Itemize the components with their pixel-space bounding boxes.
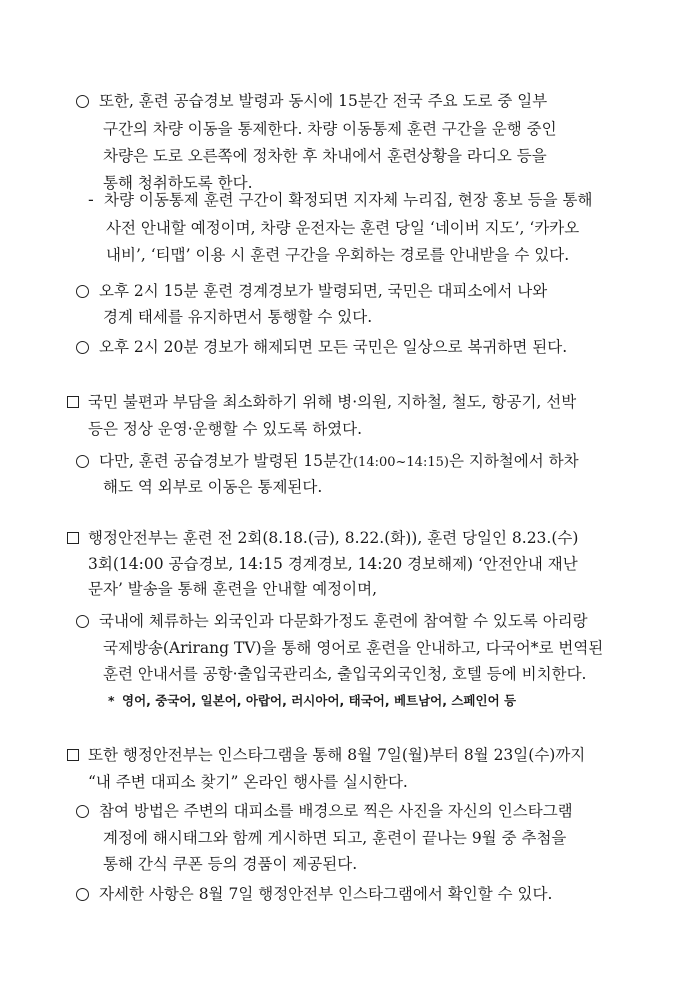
text-segment: 다만, 훈련 공습경보가 발령된 15분간 (99, 452, 353, 470)
paragraph-line: 등은 정상 운영·운행할 수 있도록 하였다. (88, 420, 363, 438)
paragraph-line: 사전 안내할 예정이며, 차량 운전자는 훈련 당일 ‘네이버 지도’, ‘카카오 (106, 219, 580, 237)
dash-bullet: - (88, 190, 94, 209)
circle-bullet-icon (76, 888, 89, 901)
paragraph-line: 국민 불편과 부담을 최소화하기 위해 병·의원, 지하철, 철도, 항공기, 선박 (88, 393, 577, 411)
paragraph-line: 3회(14:00 공습경보, 14:15 경계경보, 14:20 경보해제) ‘안전안내 재난 (88, 555, 578, 573)
paragraph-line: “내 주변 대피소 찾기” 온라인 행사를 실시한다. (88, 773, 408, 791)
paragraph-line: 국제방송(Arirang TV)을 통해 영어로 훈련을 안내하고, 다국어*로 번역된 (103, 639, 604, 657)
paragraph-line: 통해 청취하도록 한다. (103, 174, 253, 192)
paragraph-line: 또한, 훈련 공습경보 발령과 동시에 15분간 전국 주요 도로 중 일부 (99, 92, 548, 110)
paragraph-line: 차량 이동통제 훈련 구간이 확정되면 지자체 누리집, 현장 홍보 등을 통해 (104, 191, 593, 209)
paragraph-line: 차량은 도로 오른쪽에 정차한 후 차내에서 훈련상황을 라디오 등을 (103, 147, 547, 165)
circle-bullet-icon (76, 341, 89, 354)
paragraph-line: 경계 태세를 유지하면서 통행할 수 있다. (103, 308, 373, 326)
square-bullet-icon (67, 749, 79, 761)
paragraph-line: 국내에 체류하는 외국인과 다문화가정도 훈련에 참여할 수 있도록 아리랑 (99, 612, 588, 630)
paragraph-line: 또한 행정안전부는 인스타그램을 통해 8월 7일(월)부터 8월 23일(수)까지 (88, 746, 586, 764)
footnote-asterisk: * (108, 693, 115, 708)
paragraph-line: 참여 방법은 주변의 대피소를 배경으로 찍은 사진을 자신의 인스타그램 (99, 802, 573, 820)
paragraph-line: 계정에 해시태그와 함께 게시하면 되고, 훈련이 끝나는 9월 중 추첨을 (103, 829, 567, 847)
paragraph-line: 내비’, ‘티맵’ 이용 시 훈련 구간을 우회하는 경로를 안내받을 수 있다. (106, 246, 570, 264)
footnote-text: 영어, 중국어, 일본어, 아랍어, 러시아어, 태국어, 베트남어, 스페인어 등 (122, 693, 517, 708)
circle-bullet-icon (76, 615, 89, 628)
paragraph-line: 행정안전부는 훈련 전 2회(8.18.(금), 8.22.(화)), 훈련 당일인 8.23.(수) (88, 529, 579, 547)
square-bullet-icon (67, 396, 79, 408)
square-bullet-icon (67, 532, 79, 544)
paragraph-line: 오후 2시 15분 훈련 경계경보가 발령되면, 국민은 대피소에서 나와 (99, 282, 548, 300)
paragraph-line: 통해 간식 쿠폰 등의 경품이 제공된다. (103, 855, 358, 873)
circle-bullet-icon (76, 455, 89, 468)
paragraph-line: 문자’ 발송을 통해 훈련을 안내할 예정이며, (88, 580, 378, 598)
paragraph-line: 자세한 사항은 8월 7일 행정안전부 인스타그램에서 확인할 수 있다. (99, 885, 553, 903)
text-segment: 은 지하철에서 하차 (448, 452, 579, 470)
paragraph-line: 훈련 안내서를 공항·출입국관리소, 출입국외국인청, 호텔 등에 비치한다. (103, 665, 587, 683)
circle-bullet-icon (76, 285, 89, 298)
circle-bullet-icon (76, 95, 89, 108)
paragraph-line: 오후 2시 20분 경보가 해제되면 모든 국민은 일상으로 복귀하면 된다. (99, 338, 568, 356)
paragraph-line (99, 451, 579, 473)
paragraph-line: 해도 역 외부로 이동은 통제된다. (103, 478, 323, 496)
paragraph-line: 구간의 차량 이동을 통제한다. 차량 이동통제 훈련 구간을 운행 중인 (103, 120, 557, 138)
time-range: (14:00~14:15) (352, 455, 449, 470)
circle-bullet-icon (76, 805, 89, 818)
